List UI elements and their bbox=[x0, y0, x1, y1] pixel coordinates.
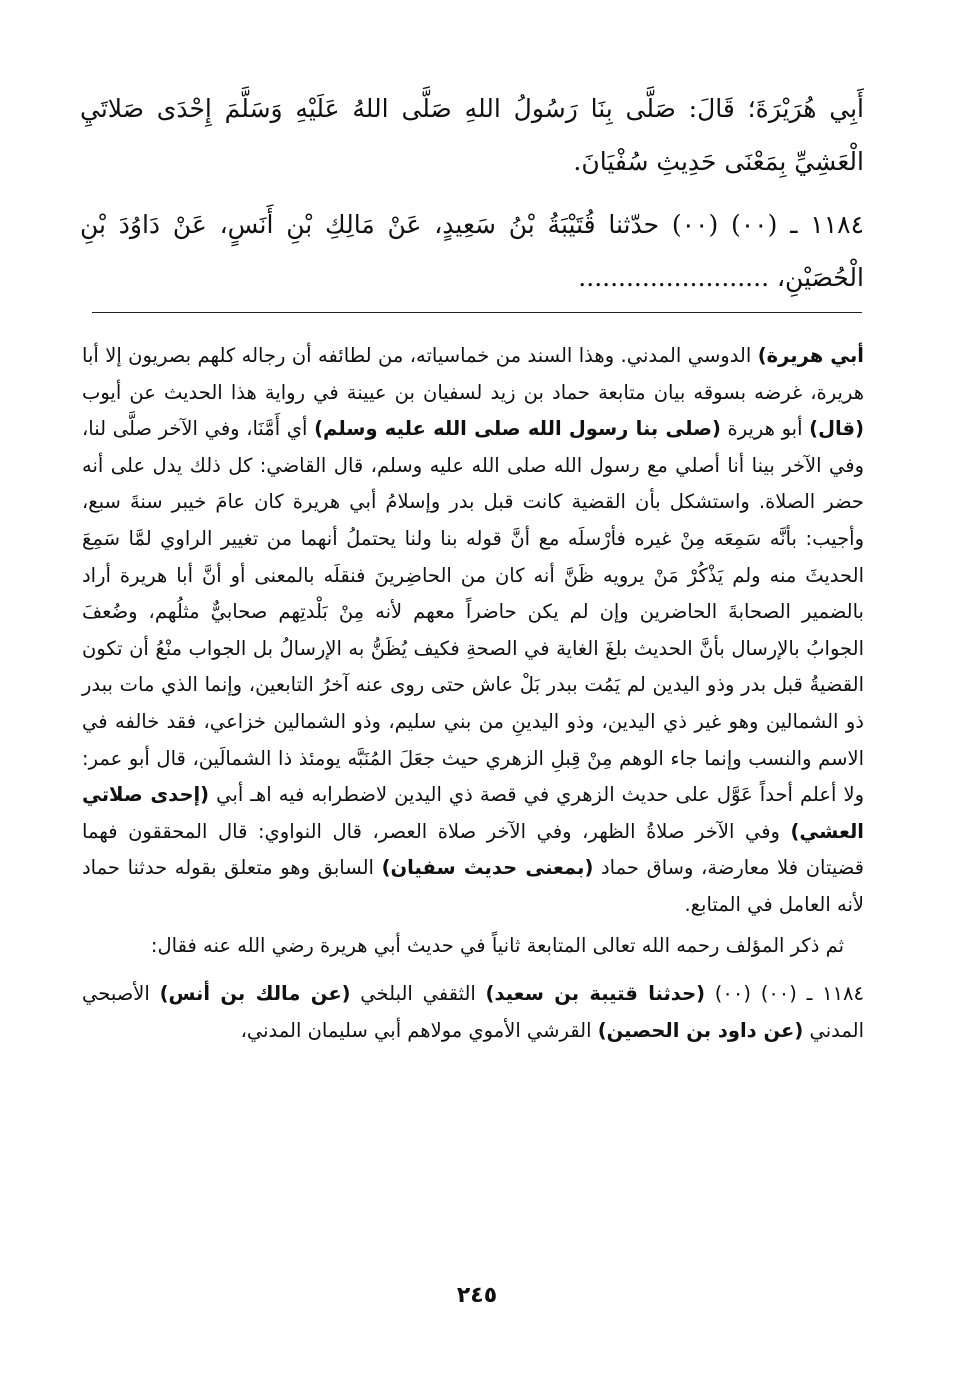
commentary-run: الثقفي البلخي bbox=[350, 982, 486, 1006]
commentary-run: الأصبحي المدني bbox=[82, 982, 864, 1042]
commentary-run: (عن داود بن الحصين) bbox=[597, 1018, 804, 1042]
commentary-section bbox=[82, 338, 864, 1049]
footnote-divider bbox=[92, 312, 862, 313]
hadith-main-text bbox=[80, 82, 864, 304]
commentary-run: (صلى بنا رسول الله صلى الله عليه وسلم) bbox=[314, 417, 721, 441]
commentary-run: أبو هريرة bbox=[720, 417, 810, 441]
main-paragraph-2: ١١٨٤ ـ (٠٠) (٠٠) حدّثنا قُتَيْبَةُ بْنُ سَعِيدٍ، عَنْ مَالِكِ بْنِ أَنَسٍ، عَنْ دَاوُدَ بْنِ الْحُصَيْنِ، ........................ bbox=[80, 210, 864, 292]
commentary-run: (إحدى صلاتي العشي) bbox=[82, 783, 864, 843]
main-paragraph-1: أَبِي هُرَيْرَةَ؛ قَالَ: صَلَّى بِنَا رَسُولُ اللهِ صَلَّى اللهُ عَلَيْهِ وَسَلَّمَ إِحْدَى صَلاتَيِ الْعَشِيِّ بِمَعْنَى حَدِيثِ سُفْيَانَ. bbox=[80, 94, 864, 176]
commentary-paragraph-3 bbox=[82, 976, 864, 1049]
commentary-run: (حدثنا قتيبة بن سعيد) bbox=[485, 982, 706, 1006]
commentary-run: ١١٨٤ ـ (٠٠) (٠٠) bbox=[705, 982, 864, 1006]
commentary-run: وفي الآخر صلاةُ الظهر، وفي الآخر صلاة العصر، قال النواوي: قال المحققون فهما قضيتان فلا معارضة، وساق حماد bbox=[82, 819, 864, 880]
commentary-run: السابق وهو متعلق بقوله حدثنا حماد لأنه العامل في المتابع. bbox=[82, 856, 864, 916]
commentary-run: الدوسي المدني. وهذا السند من خماسياته، من لطائفه أن رجاله كلهم بصريون إلا أبا هريرة، غرضه بسوقه بيان متابعة حماد بن زيد لسفيان بن عيينة في رواية هذا الحديث عن أيوب bbox=[82, 344, 864, 404]
commentary-run: (قال) bbox=[809, 417, 864, 441]
commentary-run: (عن مالك بن أنس) bbox=[159, 982, 351, 1006]
commentary-paragraph-1 bbox=[82, 338, 864, 924]
commentary-run: القرشي الأموي مولاهم أبي سليمان المدني، bbox=[240, 1018, 598, 1042]
commentary-run: (بمعنى حديث سفيان) bbox=[381, 856, 594, 880]
commentary-paragraph-2: ثم ذكر المؤلف رحمه الله تعالى المتابعة ثانياً في حديث أبي هريرة رضي الله عنه فقال: bbox=[150, 933, 844, 957]
page-number: ٢٤٥ bbox=[456, 1283, 498, 1308]
commentary-run: أبي هريرة) bbox=[757, 344, 864, 367]
commentary-run: أي أَمَّنَا، وفي الآخر صلَّى لنا، وفي الآخر بينا أنا أصلي مع رسول الله صلى الله عليه وسلم، قال القاضي: كل ذلك يدل على أنه حضر الصلاة. واستشكل بأن القضية كانت قبل بدر وإسلامُ أبي هريرة كان عامَ خيبر سنةَ سبع، وأجيب: بأنَّه سَمِعَه مِنْ غيره فأرْسلَه مع أنَّ قوله بنا ولنا يحتملُ أنهما من تغيير الراوي لمَّا سَمِعَ الحديثَ منه ولم يَذْكُرْ مَنْ يرويه ظَنَّ أنه كان من الحاضِرينَ فنقلَه بالمعنى أو أنَّ أبا هريرة أراد بالضمير الصحابةَ الحاضرين وإن لم يكن حاضراً معهم لأنه مِنْ بَلْدتِهم صحابيٌّ مثلُهم، وضُعفَ الجوابُ بالإرسال بأنَّ الحديث بلغَ الغاية في الصحةِ فكيف يُظَنُّ به الإرسالُ بل الجواب منْعُ أن تكون القضيةُ قبل بدر وذو اليدين لم يَمُت ببدر بَلْ عاش حتى روى عنه آخرُ التابعين، وإنما الذي مات ببدر ذو الشمالين وهو غير ذي اليدين، وذو اليدينِ من بني سليم، وذو الشمالين خزاعي، فقد خالفه في الاسم والنسب وإنما جاء الوهم مِنْ قِبلِ الزهري حيث جعَلَ المُنَبَّه يومئذ ذا الشمالَين، قال أبو عمر: ولا أعلم أحداً عَوَّل على حديث الزهري في قصة ذي اليدين لاضطرابه فيه اهـ أبي bbox=[82, 417, 864, 807]
